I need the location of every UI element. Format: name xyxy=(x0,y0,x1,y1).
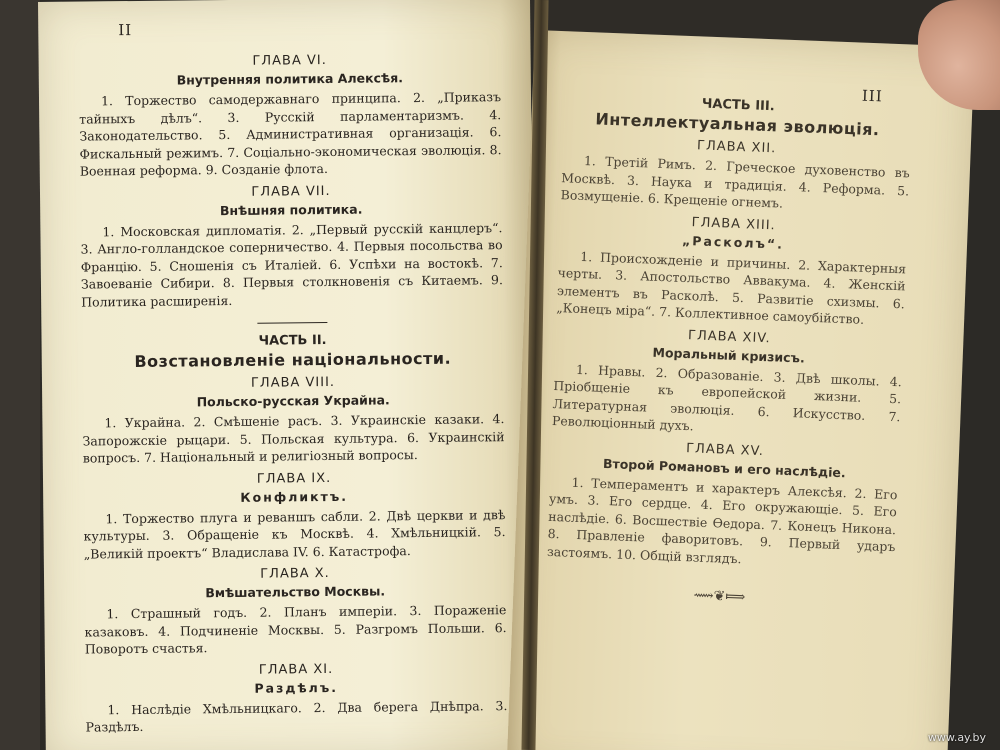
chapter-heading: ГЛАВА XIV. xyxy=(687,327,771,346)
chapter-heading: ГЛАВА VIII. xyxy=(250,374,336,391)
chapter-title: Моральный кризисъ. xyxy=(652,344,806,366)
chapter-summary: 1. Третій Римъ. 2. Греческое духовенство въ Москвѣ. 3. Наука и традиція. 4. Реформа. 5. Возмущеніе. 6. Крещеніе огнемъ. xyxy=(560,152,911,211)
part-title: Возстановленіе національности. xyxy=(134,348,452,372)
right-page xyxy=(507,30,975,750)
chapter-title: Второй Романовъ и его наслѣдіе. xyxy=(602,455,846,480)
chapter-summary: 1. Нравы. 2. Образованіе. 3. Двѣ школы. 4. Пріобщеніе къ европейской жизни. 5. Литературная эволюція. 6. Искусство. 7. Революціонный духъ. xyxy=(551,361,903,434)
chapter-heading: ГЛАВА VII. xyxy=(251,183,331,200)
divider xyxy=(257,322,327,324)
page-number: III xyxy=(861,86,884,106)
chapter-summary: 1. Торжество самодержавнаго принципа. 2. „Приказъ тайныхъ дѣлъ“. 3. Русскій парламентаризмъ. 4. Законодательство. 5. Административная организація. 6. Фискальный режимъ. 7. Соціально-экономическая эволюція. 8. Военная реформа. 9. Созданіе флота. xyxy=(79,89,502,179)
left-page xyxy=(38,0,538,750)
chapter-title: Раздѣлъ. xyxy=(254,679,338,696)
chapter-summary: 1. Московская дипломатія. 2. „Первый русскій канцлеръ“. 3. Англо-голландское соперничество. 4. Первыя посольства во Францію. 5. Сношенія съ Италіей. 6. Успѣхи на востокѣ. 7. Завоеваніе Сибири. 8. Первыя столкновенія съ Китаемъ. 9. Политика расширенія. xyxy=(80,219,504,310)
chapter-heading: ГЛАВА XI. xyxy=(258,661,334,678)
chapter-title: Вмѣшательство Москвы. xyxy=(205,583,386,601)
chapter-title: Конфликтъ. xyxy=(240,488,349,505)
chapter-title: Внѣшняя политика. xyxy=(219,201,363,218)
right-page-content xyxy=(545,83,913,611)
chapter-summary: 1. Наслѣдіе Хмѣльницкаго. 2. Два берега Днѣпра. 3. Раздѣлъ. xyxy=(85,697,508,735)
chapter-summary: 1. Темпераментъ и характеръ Алексѣя. 2. Его умъ. 3. Его сердце. 4. Его окружающіе. 5. Его наслѣдіе. 6. Восшествіе Ѳедора. 7. Конецъ Никона. 8. Правленіе фаворитовъ. 9. Первый ударъ застоямъ. 10. Общій взглядъ. xyxy=(546,474,898,566)
watermark: www.ay.by xyxy=(927,731,986,744)
chapter-summary: 1. Происхожденіе и причины. 2. Характерныя черты. 3. Апостольство Аввакума. 4. Женскій элементъ въ Расколѣ. 5. Развитіе схизмы. 6. „Конецъ міра“. 7. Коллективное самоубійство. xyxy=(556,248,907,327)
chapter-title: Польско-русская Украйна. xyxy=(196,392,390,410)
chapter-summary: 1. Украйна. 2. Смѣшеніе расъ. 3. Украинскіе казаки. 4. Запорожскіе рыцари. 5. Польская культура. 6. Украинскій вопросъ. 7. Національный и религіозный вопросы. xyxy=(82,411,505,466)
chapter-heading: ГЛАВА IX. xyxy=(256,470,332,487)
chapter-heading: ГЛАВА XII. xyxy=(696,138,777,157)
part-heading: ЧАСТЬ II. xyxy=(258,332,327,349)
chapter-heading: ГЛАВА VI. xyxy=(252,52,327,69)
ornament-icon: ⟿❦⟾ xyxy=(693,587,746,606)
part-title: Интеллектуальная эволюція. xyxy=(595,109,880,140)
chapter-summary: 1. Страшный годъ. 2. Планъ имперіи. 3. Пораженіе казаковъ. 4. Подчиненіе Москвы. 5. Разгромъ Польши. 6. Поворотъ счастья. xyxy=(84,602,507,657)
chapter-heading: ГЛАВА X. xyxy=(260,565,330,582)
chapter-heading: ГЛАВА XV. xyxy=(685,440,765,459)
page-number: II xyxy=(118,21,133,40)
chapter-summary: 1. Торжество плуга и реваншъ сабли. 2. Двѣ церкви и двѣ культуры. 3. Обращеніе къ Москвѣ. 4. Хмѣльницкій. 5. „Великій проектъ“ Владислава IV. 6. Катастрофа. xyxy=(83,506,506,562)
chapter-heading: ГЛАВА XIII. xyxy=(691,214,777,233)
chapter-title: Внутренняя политика Алексѣя. xyxy=(176,70,404,88)
part-heading: ЧАСТЬ III. xyxy=(701,96,775,115)
chapter-title: „Расколъ“. xyxy=(681,232,785,252)
book-cover-edge xyxy=(0,0,40,750)
left-page-content xyxy=(79,45,508,742)
